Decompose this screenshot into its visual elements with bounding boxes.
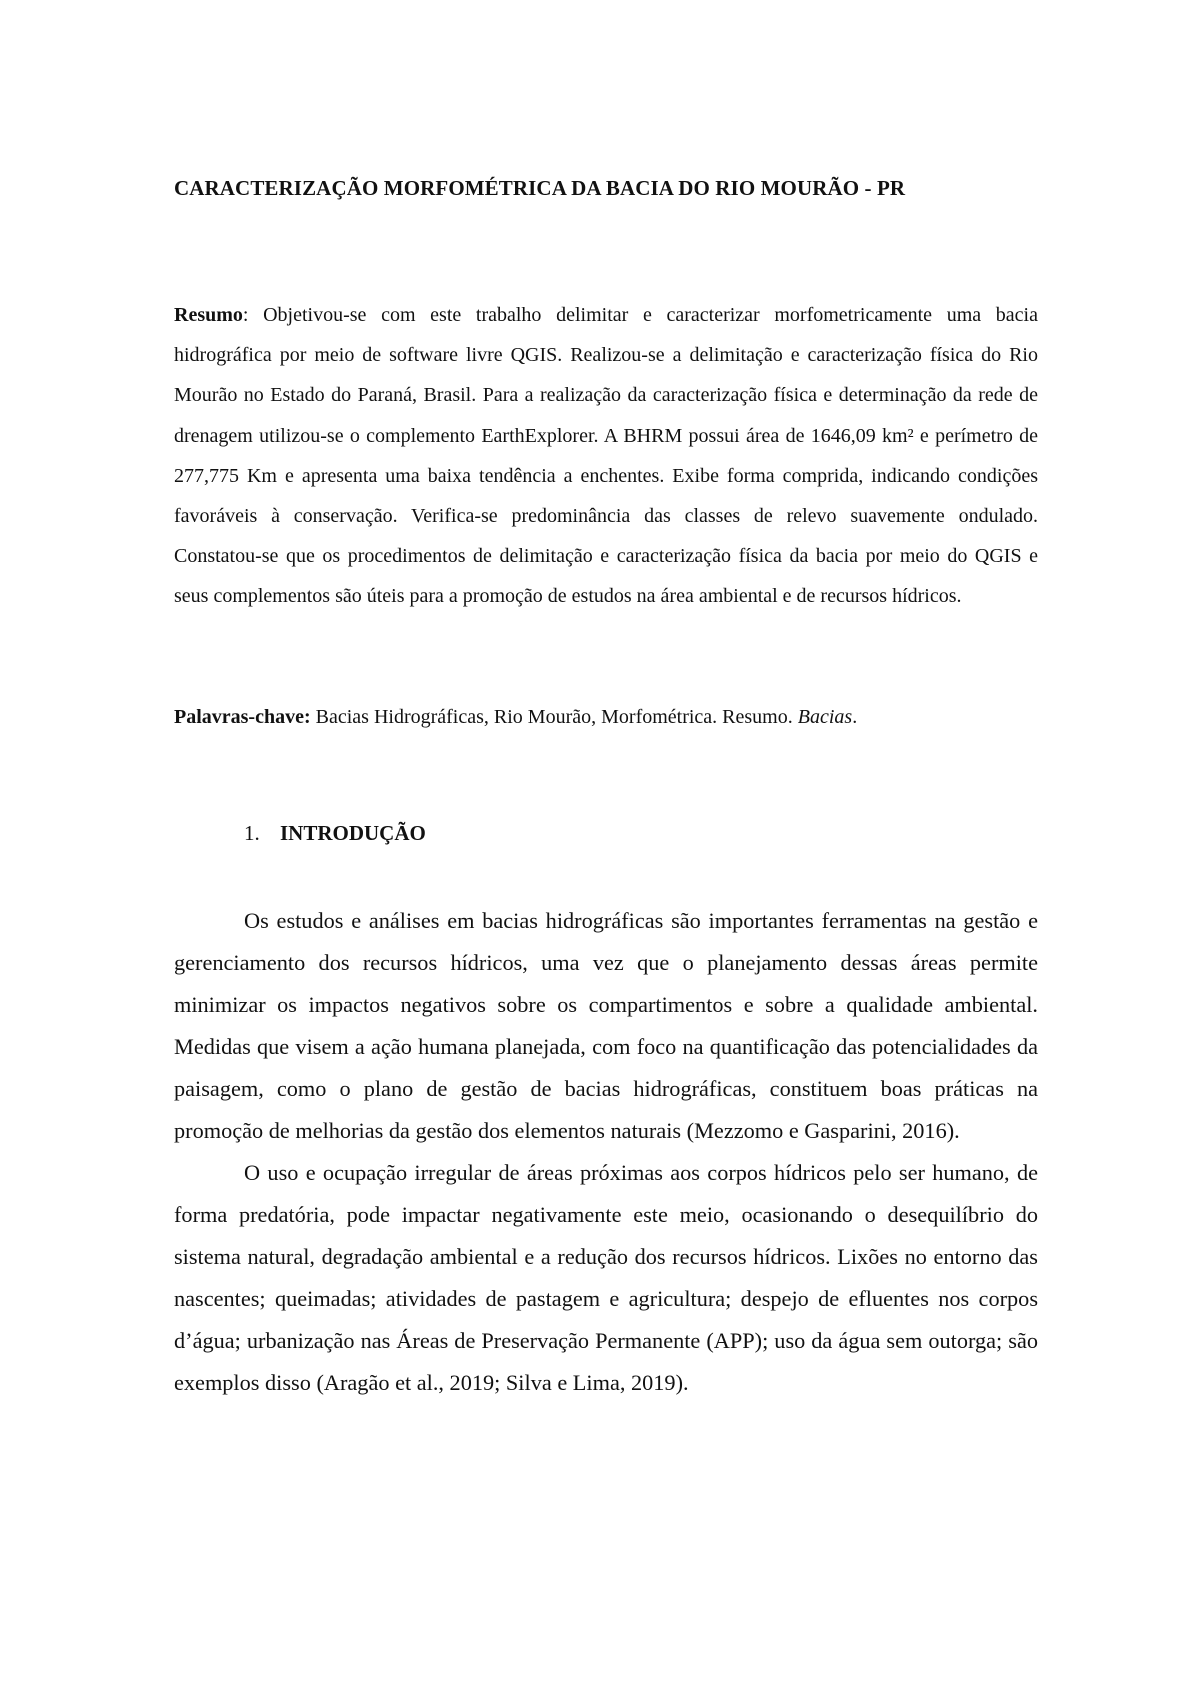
abstract-text: : Objetivou-se com este trabalho delimitar e caracterizar morfometricamente uma bacia hidrográfica por meio de software livre QGIS. Realizou-se a delimitação e caracterização física do Rio Mourão no Estado do Paraná, Brasil. Para a realização da caracterização física e determinação da rede de drenagem utilizou-se o complemento EarthExplorer. A BHRM possui área de 1646,09 km² e perímetro de 277,775 Km e apresenta uma baixa tendência a enchentes. Exibe forma comprida, indicando condições favoráveis à conservação. Verifica-se predominância das classes de relevo suavemente ondulado. Constatou-se que os procedimentos de delimitação e caracterização física da bacia por meio do QGIS e seus complementos são úteis para a promoção de estudos na área ambiental e de recursos hídricos. xyxy=(174,304,1038,608)
keywords-label: Palavras-chave: xyxy=(174,706,311,728)
keywords-text: Bacias Hidrográficas, Rio Mourão, Morfométrica. Resumo. xyxy=(310,706,798,728)
keywords xyxy=(174,697,1038,737)
keywords-italic-term: Bacias xyxy=(797,706,853,728)
section-heading-introduction xyxy=(244,821,426,846)
document-title: CARACTERIZAÇÃO MORFOMÉTRICA DA BACIA DO RIO MOURÃO - PR xyxy=(174,176,906,200)
abstract xyxy=(174,295,1038,617)
section-title: INTRODUÇÃO xyxy=(280,821,426,845)
abstract-label: Resumo xyxy=(174,304,243,326)
keywords-end: . xyxy=(852,706,858,728)
introduction-body xyxy=(174,900,1038,1404)
section-number: 1. xyxy=(244,821,260,845)
paragraph: O uso e ocupação irregular de áreas próximas aos corpos hídricos pelo ser humano, de forma predatória, pode impactar negativamente este meio, ocasionando o desequilíbrio do sistema natural, degradação ambiental e a redução dos recursos hídricos. Lixões no entorno das nascentes; queimadas; atividades de pastagem e agricultura; despejo de efluentes nos corpos d’água; urbanização nas Áreas de Preservação Permanente (APP); uso da água sem outorga; são exemplos disso (Aragão et al., 2019; Silva e Lima, 2019). xyxy=(174,1160,1038,1395)
paragraph: Os estudos e análises em bacias hidrográficas são importantes ferramentas na gestão e gerenciamento dos recursos hídricos, uma vez que o planejamento dessas áreas permite minimizar os impactos negativos sobre os compartimentos e sobre a qualidade ambiental. Medidas que visem a ação humana planejada, com foco na quantificação das potencialidades da paisagem, como o plano de gestão de bacias hidrográficas, constituem boas práticas na promoção de melhorias da gestão dos elementos naturais (Mezzomo e Gasparini, 2016). xyxy=(174,908,1038,1143)
